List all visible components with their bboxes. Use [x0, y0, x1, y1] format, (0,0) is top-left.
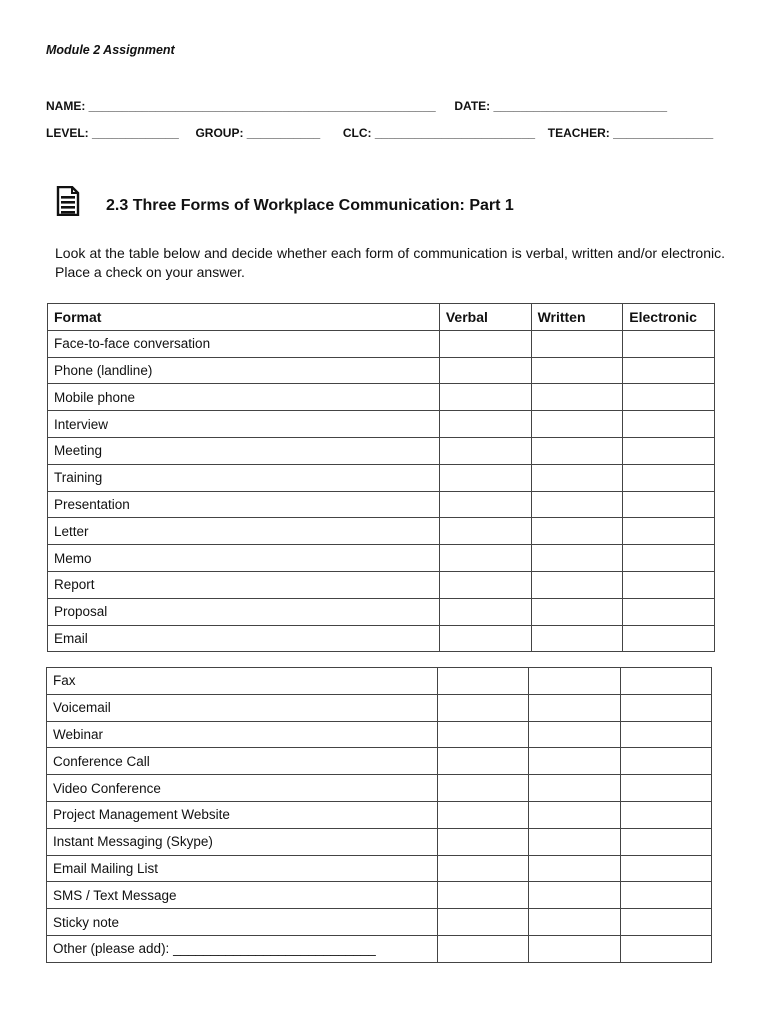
written-check-cell[interactable] [529, 775, 620, 802]
written-check-cell[interactable] [529, 935, 620, 962]
verbal-check-cell[interactable] [439, 464, 531, 491]
group-field[interactable]: GROUP: ___________ [195, 126, 321, 140]
verbal-check-cell[interactable] [439, 357, 531, 384]
written-check-cell[interactable] [531, 384, 623, 411]
name-field[interactable]: NAME: ____________________________________________________ [46, 99, 436, 113]
written-check-cell[interactable] [531, 464, 623, 491]
verbal-check-cell[interactable] [437, 855, 528, 882]
format-cell: Voicemail [47, 694, 438, 721]
verbal-check-cell[interactable] [439, 571, 531, 598]
format-cell: Meeting [48, 437, 440, 464]
electronic-check-cell[interactable] [620, 748, 711, 775]
electronic-check-cell[interactable] [620, 694, 711, 721]
table-row [48, 464, 715, 491]
format-cell: Interview [48, 411, 440, 438]
section-title: 2.3 Three Forms of Workplace Communication: Part 1 [106, 197, 514, 214]
format-cell: Instant Messaging (Skype) [47, 828, 438, 855]
written-check-cell[interactable] [531, 571, 623, 598]
electronic-check-cell[interactable] [623, 545, 715, 572]
info-line-2 [46, 126, 713, 140]
table-row [47, 721, 712, 748]
written-check-cell[interactable] [529, 909, 620, 936]
format-cell: Memo [48, 545, 440, 572]
verbal-check-cell[interactable] [439, 545, 531, 572]
electronic-check-cell[interactable] [623, 384, 715, 411]
format-cell: Mobile phone [48, 384, 440, 411]
format-cell: Report [48, 571, 440, 598]
written-check-cell[interactable] [531, 545, 623, 572]
level-field[interactable]: LEVEL: _____________ [46, 126, 179, 140]
written-check-cell[interactable] [531, 437, 623, 464]
table-row [48, 357, 715, 384]
written-check-cell[interactable] [531, 518, 623, 545]
written-check-cell[interactable] [529, 801, 620, 828]
written-check-cell[interactable] [531, 357, 623, 384]
written-check-cell[interactable] [531, 625, 623, 652]
verbal-check-cell[interactable] [437, 668, 528, 695]
format-cell: Email [48, 625, 440, 652]
info-line-1 [46, 99, 667, 113]
document-icon [56, 186, 80, 216]
electronic-check-cell[interactable] [623, 411, 715, 438]
header-verbal: Verbal [439, 304, 531, 331]
header-written: Written [531, 304, 623, 331]
written-check-cell[interactable] [531, 411, 623, 438]
electronic-check-cell[interactable] [620, 801, 711, 828]
table-row [47, 775, 712, 802]
written-check-cell[interactable] [531, 330, 623, 357]
table-row [47, 909, 712, 936]
table-row [48, 518, 715, 545]
electronic-check-cell[interactable] [623, 464, 715, 491]
format-cell: Face-to-face conversation [48, 330, 440, 357]
table-row [48, 437, 715, 464]
written-check-cell[interactable] [531, 598, 623, 625]
verbal-check-cell[interactable] [437, 801, 528, 828]
verbal-check-cell[interactable] [439, 598, 531, 625]
written-check-cell[interactable] [529, 694, 620, 721]
module-label: Module 2 Assignment [46, 43, 175, 57]
verbal-check-cell[interactable] [439, 491, 531, 518]
electronic-check-cell[interactable] [620, 935, 711, 962]
table-header-row [48, 304, 715, 331]
written-check-cell[interactable] [529, 855, 620, 882]
table-row [48, 384, 715, 411]
electronic-check-cell[interactable] [623, 518, 715, 545]
table-row [48, 491, 715, 518]
electronic-check-cell[interactable] [620, 855, 711, 882]
verbal-check-cell[interactable] [439, 437, 531, 464]
format-cell: Email Mailing List [47, 855, 438, 882]
electronic-check-cell[interactable] [623, 625, 715, 652]
verbal-check-cell[interactable] [439, 411, 531, 438]
verbal-check-cell[interactable] [439, 330, 531, 357]
format-cell: Sticky note [47, 909, 438, 936]
clc-field[interactable]: CLC: ________________________ [342, 126, 536, 140]
format-cell: Video Conference [47, 775, 438, 802]
header-electronic: Electronic [623, 304, 715, 331]
date-field[interactable]: DATE: __________________________ [454, 99, 668, 113]
electronic-check-cell[interactable] [620, 909, 711, 936]
verbal-check-cell[interactable] [437, 748, 528, 775]
table-row [48, 598, 715, 625]
electronic-check-cell[interactable] [620, 828, 711, 855]
verbal-check-cell[interactable] [437, 909, 528, 936]
table-row [47, 694, 712, 721]
communication-table-part1 [47, 303, 715, 652]
table-row [47, 855, 712, 882]
electronic-check-cell[interactable] [623, 330, 715, 357]
table-row [48, 411, 715, 438]
verbal-check-cell[interactable] [439, 625, 531, 652]
format-cell: Webinar [47, 721, 438, 748]
verbal-check-cell[interactable] [437, 694, 528, 721]
table-row [47, 748, 712, 775]
format-cell: Other (please add): ___________________________ [47, 935, 438, 962]
table-row [47, 801, 712, 828]
table-row [47, 828, 712, 855]
electronic-check-cell[interactable] [623, 491, 715, 518]
written-check-cell[interactable] [529, 668, 620, 695]
table-row [48, 571, 715, 598]
electronic-check-cell[interactable] [623, 437, 715, 464]
table-row [48, 330, 715, 357]
written-check-cell[interactable] [529, 721, 620, 748]
format-cell: SMS / Text Message [47, 882, 438, 909]
electronic-check-cell[interactable] [620, 775, 711, 802]
verbal-check-cell[interactable] [437, 775, 528, 802]
written-check-cell[interactable] [529, 748, 620, 775]
teacher-field[interactable]: TEACHER: _______________ [547, 126, 714, 140]
table-row [48, 545, 715, 572]
electronic-check-cell[interactable] [623, 357, 715, 384]
electronic-check-cell[interactable] [623, 571, 715, 598]
header-format: Format [48, 304, 440, 331]
electronic-check-cell[interactable] [620, 668, 711, 695]
electronic-check-cell[interactable] [620, 882, 711, 909]
instructions-text: Look at the table below and decide whether each form of communication is verbal, written and/or electronic. Place a check on your answer. [55, 245, 725, 280]
format-cell: Presentation [48, 491, 440, 518]
format-cell: Fax [47, 668, 438, 695]
table-row [47, 668, 712, 695]
verbal-check-cell[interactable] [437, 828, 528, 855]
written-check-cell[interactable] [529, 828, 620, 855]
format-cell: Training [48, 464, 440, 491]
verbal-check-cell[interactable] [439, 384, 531, 411]
table-row [47, 935, 712, 962]
electronic-check-cell[interactable] [620, 721, 711, 748]
table-row [47, 882, 712, 909]
format-cell: Project Management Website [47, 801, 438, 828]
written-check-cell[interactable] [531, 491, 623, 518]
verbal-check-cell[interactable] [437, 721, 528, 748]
format-cell: Proposal [48, 598, 440, 625]
written-check-cell[interactable] [529, 882, 620, 909]
verbal-check-cell[interactable] [437, 882, 528, 909]
table-row [48, 625, 715, 652]
verbal-check-cell[interactable] [437, 935, 528, 962]
verbal-check-cell[interactable] [439, 518, 531, 545]
format-cell: Phone (landline) [48, 357, 440, 384]
format-cell: Letter [48, 518, 440, 545]
electronic-check-cell[interactable] [623, 598, 715, 625]
format-cell: Conference Call [47, 748, 438, 775]
communication-table-part2 [46, 667, 712, 963]
